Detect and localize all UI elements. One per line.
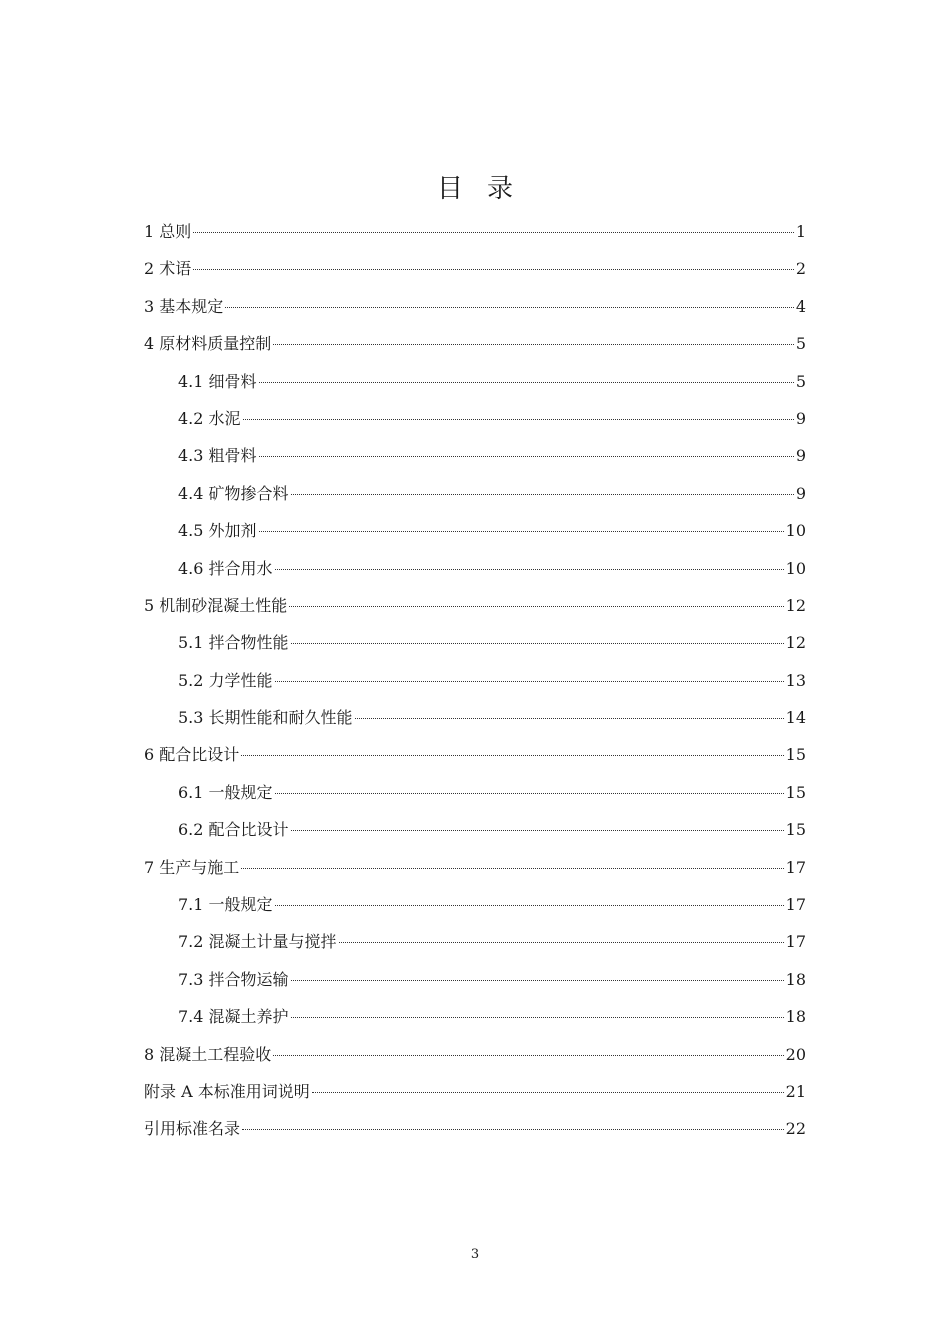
toc-entry-label: 5.1 拌合物性能 bbox=[178, 633, 289, 653]
toc-entry-label: 7.3 拌合物运输 bbox=[178, 969, 289, 989]
toc-entry[interactable] bbox=[144, 1073, 806, 1110]
toc-entry-page: 2 bbox=[795, 259, 806, 279]
page-title bbox=[0, 168, 950, 205]
dot-leader bbox=[291, 1017, 784, 1018]
toc-entry-label: 引用标准名录 bbox=[144, 1119, 241, 1139]
table-of-contents bbox=[144, 213, 806, 1148]
dot-leader bbox=[259, 456, 794, 457]
toc-entry[interactable] bbox=[144, 363, 806, 400]
toc-entry-label: 7.1 一般规定 bbox=[178, 895, 273, 915]
toc-entry-label: 4.2 水泥 bbox=[178, 408, 241, 428]
toc-entry[interactable] bbox=[144, 213, 806, 250]
toc-entry-page: 15 bbox=[785, 782, 806, 802]
toc-entry-label: 4.3 粗骨料 bbox=[178, 446, 257, 466]
toc-entry-page: 5 bbox=[795, 334, 806, 354]
toc-entry[interactable] bbox=[144, 550, 806, 587]
dot-leader bbox=[275, 681, 784, 682]
toc-entry-page: 18 bbox=[785, 1007, 806, 1027]
toc-entry-label: 1 总则 bbox=[144, 222, 192, 241]
toc-entry-label: 4.1 细骨料 bbox=[178, 371, 257, 391]
toc-entry-page: 4 bbox=[795, 296, 806, 316]
toc-entry-label: 2 术语 bbox=[144, 259, 192, 279]
dot-leader bbox=[275, 793, 784, 794]
dot-leader bbox=[259, 382, 794, 383]
toc-entry-label: 4.5 外加剂 bbox=[178, 521, 257, 541]
toc-entry-page: 18 bbox=[785, 969, 806, 989]
toc-entry[interactable] bbox=[144, 587, 806, 624]
dot-leader bbox=[275, 569, 784, 570]
toc-entry-page: 17 bbox=[785, 895, 806, 915]
dot-leader bbox=[193, 269, 794, 270]
toc-entry[interactable] bbox=[144, 512, 806, 549]
toc-entry[interactable] bbox=[144, 998, 806, 1035]
dot-leader bbox=[225, 307, 794, 308]
toc-entry-page: 17 bbox=[785, 857, 806, 877]
toc-entry[interactable] bbox=[144, 699, 806, 736]
toc-entry-page: 17 bbox=[785, 932, 806, 952]
toc-entry-page: 10 bbox=[785, 521, 806, 541]
dot-leader bbox=[259, 531, 784, 532]
dot-leader bbox=[291, 494, 794, 495]
toc-entry-label: 8 混凝土工程验收 bbox=[144, 1044, 272, 1064]
toc-entry-label: 6.2 配合比设计 bbox=[178, 820, 289, 840]
dot-leader bbox=[312, 1092, 784, 1093]
toc-entry[interactable] bbox=[144, 1110, 806, 1147]
toc-entry-label: 4 原材料质量控制 bbox=[144, 334, 272, 354]
toc-entry-page: 22 bbox=[785, 1119, 806, 1139]
toc-entry-label: 4.6 拌合用水 bbox=[178, 558, 273, 578]
title-char-1: 目 bbox=[436, 174, 463, 204]
toc-entry-page: 12 bbox=[785, 633, 806, 653]
toc-entry[interactable] bbox=[144, 325, 806, 362]
toc-entry-page: 9 bbox=[795, 408, 806, 428]
dot-leader bbox=[275, 905, 784, 906]
toc-entry[interactable] bbox=[144, 624, 806, 661]
toc-entry[interactable] bbox=[144, 662, 806, 699]
toc-entry-page: 9 bbox=[795, 446, 806, 466]
toc-entry-label: 7 生产与施工 bbox=[144, 857, 240, 877]
toc-entry-page: 14 bbox=[785, 708, 806, 728]
toc-entry-label: 6 配合比设计 bbox=[144, 745, 240, 765]
toc-entry-page: 9 bbox=[795, 483, 806, 503]
toc-entry[interactable] bbox=[144, 886, 806, 923]
dot-leader bbox=[273, 344, 794, 345]
toc-entry[interactable] bbox=[144, 961, 806, 998]
toc-entry[interactable] bbox=[144, 923, 806, 960]
page-number: 3 bbox=[470, 1247, 480, 1262]
dot-leader bbox=[339, 942, 784, 943]
dot-leader bbox=[291, 980, 784, 981]
toc-entry-page: 15 bbox=[785, 820, 806, 840]
toc-entry[interactable] bbox=[144, 437, 806, 474]
toc-entry-page: 10 bbox=[785, 558, 806, 578]
toc-entry-page: 15 bbox=[785, 745, 806, 765]
toc-entry[interactable] bbox=[144, 1036, 806, 1073]
dot-leader bbox=[242, 1129, 784, 1130]
dot-leader bbox=[291, 830, 784, 831]
dot-leader bbox=[241, 755, 783, 756]
toc-entry-label: 6.1 一般规定 bbox=[178, 782, 273, 802]
toc-entry-label: 附录 A 本标准用词说明 bbox=[144, 1081, 310, 1101]
dot-leader bbox=[273, 1055, 783, 1056]
dot-leader bbox=[355, 718, 784, 719]
toc-entry-label: 5 机制砂混凝土性能 bbox=[144, 595, 288, 615]
toc-entry-label: 5.2 力学性能 bbox=[178, 670, 273, 690]
toc-entry-label: 7.2 混凝土计量与搅拌 bbox=[178, 932, 337, 952]
toc-entry-label: 5.3 长期性能和耐久性能 bbox=[178, 708, 353, 728]
toc-entry-page: 13 bbox=[785, 670, 806, 690]
dot-leader bbox=[193, 232, 794, 233]
toc-entry[interactable] bbox=[144, 811, 806, 848]
toc-entry-label: 3 基本规定 bbox=[144, 296, 224, 316]
toc-entry[interactable] bbox=[144, 774, 806, 811]
dot-leader bbox=[289, 606, 783, 607]
toc-entry-page: 20 bbox=[785, 1044, 806, 1064]
toc-entry[interactable] bbox=[144, 736, 806, 773]
toc-entry[interactable] bbox=[144, 849, 806, 886]
title-char-2: 录 bbox=[487, 174, 514, 204]
toc-entry-label: 7.4 混凝土养护 bbox=[178, 1007, 289, 1027]
toc-entry-page: 5 bbox=[795, 371, 806, 391]
toc-entry-page: 12 bbox=[785, 595, 806, 615]
toc-entry-page: 1 bbox=[795, 222, 806, 241]
toc-entry-label: 4.4 矿物掺合料 bbox=[178, 483, 289, 503]
toc-entry[interactable] bbox=[144, 475, 806, 512]
toc-entry[interactable] bbox=[144, 400, 806, 437]
dot-leader bbox=[243, 419, 794, 420]
toc-entry-page: 21 bbox=[785, 1081, 806, 1101]
dot-leader bbox=[291, 643, 784, 644]
dot-leader bbox=[241, 868, 783, 869]
toc-entry[interactable] bbox=[144, 250, 806, 287]
toc-entry[interactable] bbox=[144, 288, 806, 325]
